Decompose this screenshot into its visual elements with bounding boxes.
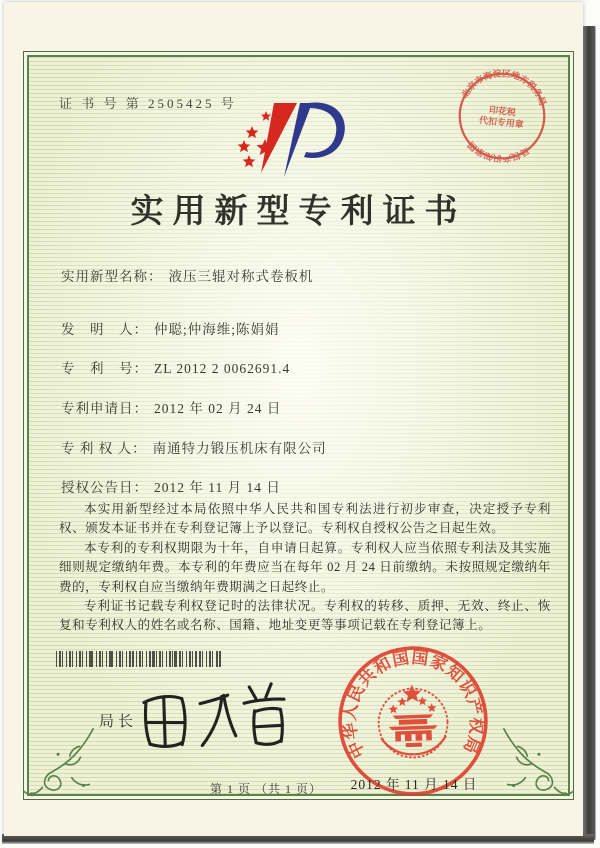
certificate-number: 证 书 号 第 2505425 号 <box>59 96 237 111</box>
director-label: 局长 <box>99 714 138 730</box>
legal-text-block <box>59 500 551 636</box>
corner-flourish-icon <box>21 725 99 803</box>
field-value: 2012 年 02 月 24 日 <box>154 401 282 416</box>
certificate-title: 实用新型专利证书 <box>130 194 467 230</box>
director-signature-tian-li-pu <box>135 677 289 765</box>
field-label: 发 明 人： <box>61 322 148 337</box>
field-filing-date <box>61 397 561 417</box>
certificate-border-frame <box>23 51 574 800</box>
field-label: 实用新型名称： <box>61 269 163 284</box>
field-patent-number <box>61 357 561 377</box>
tax-stamp-center-line1: 印花税 <box>488 104 517 118</box>
scan-shadow-right <box>582 26 596 840</box>
field-value: 仲聪;仲海维;陈娟娟 <box>154 322 280 337</box>
certificate-inner-area <box>27 55 570 796</box>
certificate-paper <box>4 2 583 836</box>
legal-paragraph: 本实用新型经过本局依照中华人民共和国专利法进行初步审查，决定授予专利权、颁发本证书并在专利登记簿上予以登记。专利权自授权公告之日起生效。 <box>59 502 551 536</box>
field-value: ZL 2012 2 0062691.4 <box>154 361 291 376</box>
svg-text:局权产识知家国 <box>463 139 531 168</box>
field-value: 2012 年 11 月 14 日 <box>154 480 281 495</box>
field-value: 液压三辊对称式卷板机 <box>168 269 314 284</box>
page-number-footer: 第 1 页 （共 1 页） <box>209 782 322 796</box>
cnipa-patent-logo-icon <box>236 95 346 185</box>
legal-paragraph: 本专利的专利权期限为十年，自申请日起算。专利权人应当依照专利法及其实施细则规定缴纳年费。本专利的年费应当在每年 02 月 24 日前缴纳。未按照规定缴纳年费的，专利权自应当缴纳年费期满之日起终止。 <box>59 540 551 594</box>
field-patentee <box>61 437 561 457</box>
national-emblem-icon <box>377 683 448 758</box>
field-label: 授权公告日： <box>61 480 148 495</box>
svg-text:北京市海淀区地方税务局 <box>458 64 551 108</box>
field-label: 专利申请日： <box>61 401 148 416</box>
tax-stamp-top-arc-text: 北京市海淀区地方税务局 <box>459 68 549 108</box>
field-inventors <box>61 318 561 338</box>
corner-flourish-icon <box>498 725 576 803</box>
field-grant-date <box>61 476 561 496</box>
field-label: 专 利 号： <box>61 361 148 376</box>
field-label: 专 利 权 人： <box>61 441 147 456</box>
tax-stamp-bottom-arc-text: 局权产识知家国 <box>465 139 532 164</box>
field-utility-model-name <box>61 265 561 285</box>
seal-date: 2012 年 11 月 14 日 <box>350 777 478 792</box>
office-seal-arc-text: 中华人民共和国国家知识产权局 <box>339 647 487 762</box>
certificate-barcode <box>56 651 221 667</box>
stamp-tax-seal <box>450 64 553 167</box>
legal-paragraph: 专利证书记载专利权登记时的法律状况。专利权的转移、质押、无效、终止、恢复和专利权人的姓名或名称、国籍、地址变更等事项记载在专利登记簿上。 <box>59 599 551 633</box>
field-value: 南通特力锻压机床有限公司 <box>152 441 327 456</box>
tax-stamp-center-line2: 代扣专用章 <box>478 115 525 130</box>
